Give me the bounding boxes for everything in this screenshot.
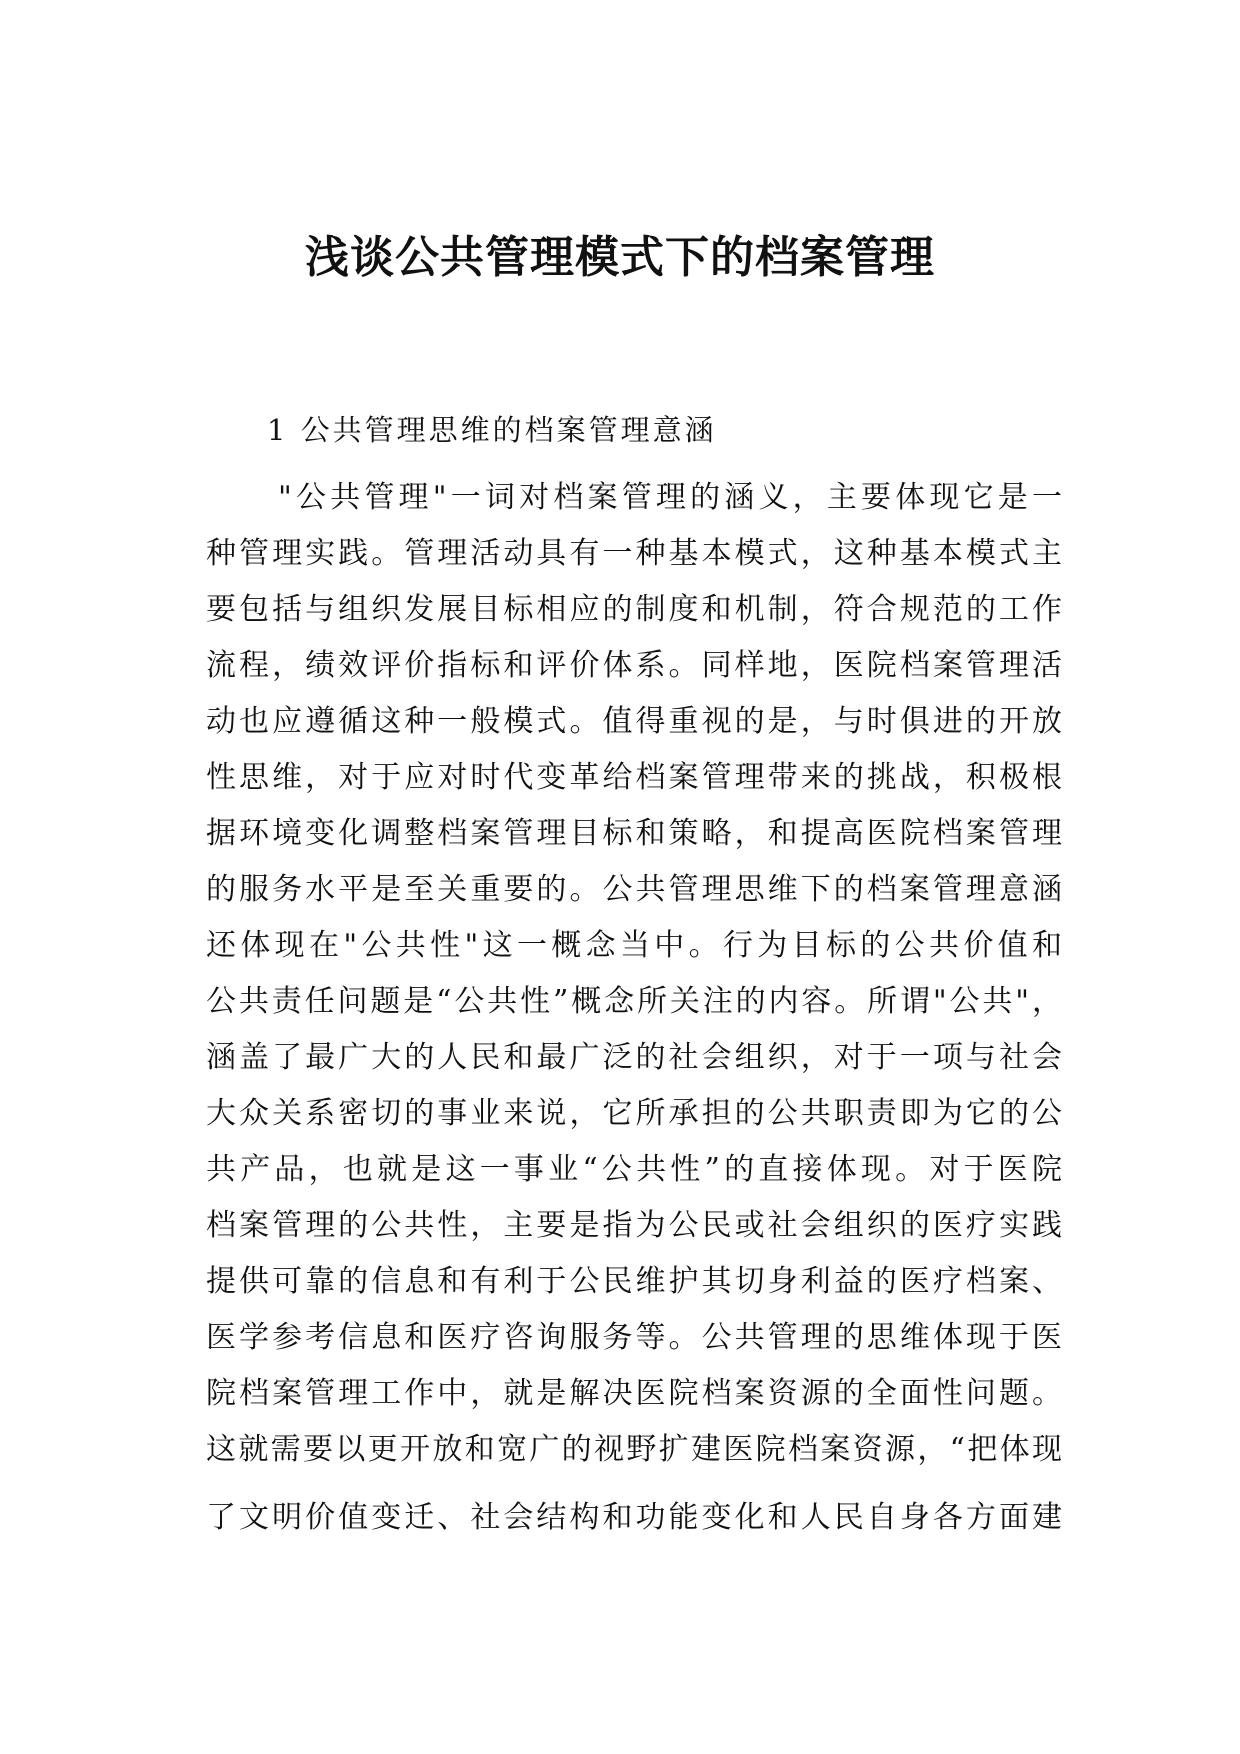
paragraph-line: 共产品，也就是这一事业“公共性”的直接体现。对于医院 [206,1152,1064,1187]
body-paragraph [206,470,1064,1546]
paragraph-line: "公共管理"一词对档案管理的涵义，主要体现它是一 [278,480,1064,515]
paragraph-line: 医学参考信息和医疗咨询服务等。公共管理的思维体现于医 [206,1320,1064,1355]
paragraph-line: 提供可靠的信息和有利于公民维护其切身利益的医疗档案、 [206,1264,1064,1299]
paragraph-line: 了文明价值变迁、社会结构和功能变化和人民自身各方面建 [206,1500,1064,1535]
paragraph-line: 涵盖了最广大的人民和最广泛的社会组织，对于一项与社会 [206,1040,1064,1075]
paragraph-line: 流程，绩效评价指标和评价体系。同样地，医院档案管理活 [206,648,1064,683]
paragraph-line: 公共责任问题是“公共性”概念所关注的内容。所谓"公共"， [206,984,1064,1019]
document-title: 浅谈公共管理模式下的档案管理 [305,232,935,283]
paragraph-line: 的服务水平是至关重要的。公共管理思维下的档案管理意涵 [206,872,1064,907]
section-heading: 1 公共管理思维的档案管理意涵 [267,413,717,447]
paragraph-line: 动也应遵循这种一般模式。值得重视的是，与时俱进的开放 [206,704,1064,739]
paragraph-line: 性思维，对于应对时代变革给档案管理带来的挑战，积极根 [206,760,1064,795]
paragraph-line: 据环境变化调整档案管理目标和策略，和提高医院档案管理 [206,816,1064,851]
paragraph-line: 这就需要以更开放和宽广的视野扩建医院档案资源，“把体现 [206,1432,1064,1467]
paragraph-line: 院档案管理工作中，就是解决医院档案资源的全面性问题。 [206,1376,1064,1411]
paragraph-line: 要包括与组织发展目标相应的制度和机制，符合规范的工作 [206,592,1064,627]
paragraph-line: 种管理实践。管理活动具有一种基本模式，这种基本模式主 [206,536,1064,571]
paragraph-line: 大众关系密切的事业来说，它所承担的公共职责即为它的公 [206,1096,1064,1131]
paragraph-line: 档案管理的公共性，主要是指为公民或社会组织的医疗实践 [206,1208,1064,1243]
paragraph-line: 还体现在"公共性"这一概念当中。行为目标的公共价值和 [206,928,1064,963]
